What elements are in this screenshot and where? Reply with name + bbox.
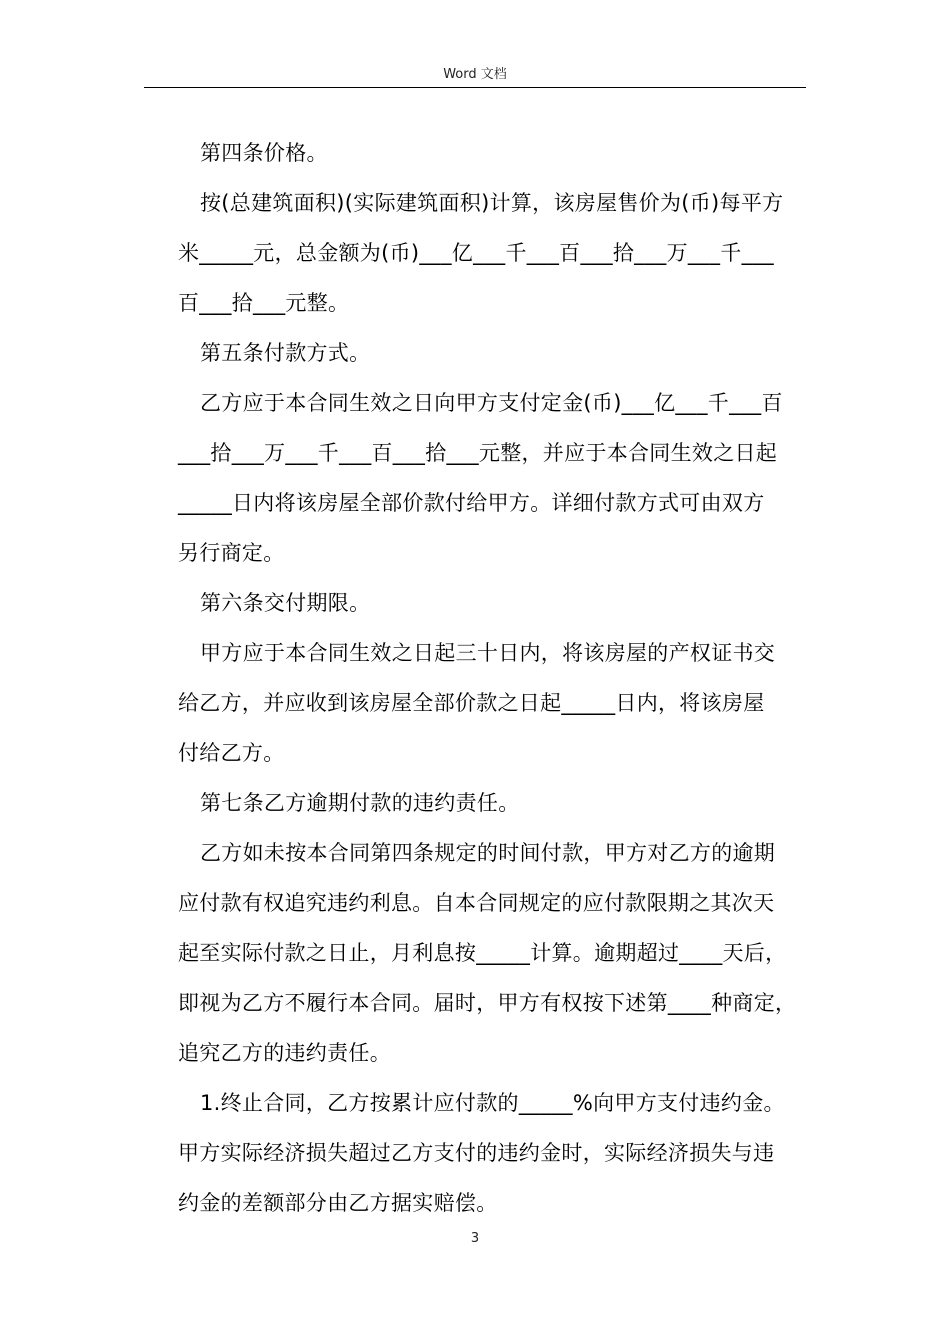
paragraph-line: _____日内将该房屋全部价款付给甲方。详细付款方式可由双方	[178, 491, 765, 515]
page-number: 3	[470, 1231, 480, 1246]
paragraph-line: 百___拾___元整。	[178, 291, 350, 315]
paragraph-line: 甲方应于本合同生效之日起三十日内，将该房屋的产权证书交	[200, 641, 776, 665]
paragraph-line: 起至实际付款之日止，月利息按_____计算。逾期超过____天后，	[178, 941, 787, 965]
paragraph-line: 付给乙方。	[178, 741, 285, 765]
article-4-heading: 第四条价格。	[200, 141, 328, 165]
paragraph-line: 给乙方，并应收到该房屋全部价款之日起_____日内，将该房屋	[178, 691, 765, 715]
paragraph-line: 按(总建筑面积)(实际建筑面积)计算，该房屋售价为(币)每平方	[200, 191, 784, 215]
paragraph-line: 应付款有权追究违约利息。自本合同规定的应付款限期之其次天	[178, 891, 775, 915]
page-header: Word 文档	[443, 67, 507, 82]
paragraph-line: ___拾___万___千___百___拾___元整，并应于本合同生效之日起	[178, 441, 778, 465]
article-7-heading: 第七条乙方逾期付款的违约责任。	[200, 791, 520, 815]
paragraph-line: 追究乙方的违约责任。	[178, 1041, 391, 1065]
header-divider	[144, 87, 806, 88]
paragraph-line: 乙方应于本合同生效之日向甲方支付定金(币)___亿___千___百	[200, 391, 783, 415]
paragraph-line: 即视为乙方不履行本合同。届时，甲方有权按下述第____种商定，	[178, 991, 797, 1015]
paragraph-line: 乙方如未按本合同第四条规定的时间付款，甲方对乙方的逾期	[200, 841, 776, 865]
paragraph-line: 米_____元，总金额为(币)___亿___千___百___拾___万___千___	[178, 241, 774, 265]
paragraph-line: 约金的差额部分由乙方据实赔偿。	[178, 1191, 498, 1215]
paragraph-line: 甲方实际经济损失超过乙方支付的违约金时，实际经济损失与违	[178, 1141, 775, 1165]
article-6-heading: 第六条交付期限。	[200, 591, 371, 615]
document-body	[178, 128, 808, 1228]
article-5-heading: 第五条付款方式。	[200, 341, 371, 365]
list-item-1: 1.终止合同，乙方按累计应付款的_____%向甲方支付违约金。	[200, 1091, 785, 1115]
paragraph-line: 另行商定。	[178, 541, 285, 565]
